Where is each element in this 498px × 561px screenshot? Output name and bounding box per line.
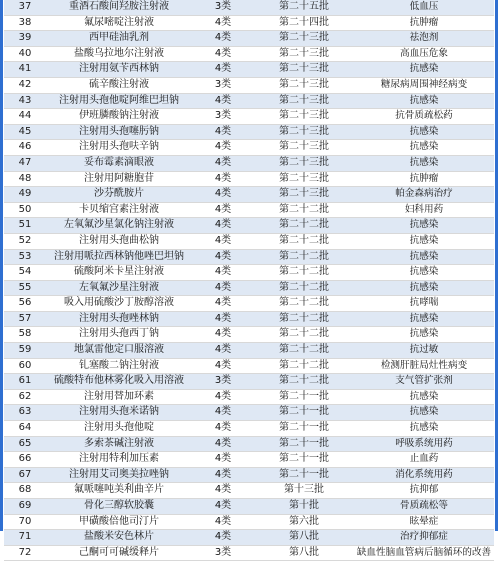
- table-row: [4, 62, 494, 78]
- drug-table: [4, 0, 494, 561]
- drug-class-cell: 4类: [192, 280, 254, 296]
- table-row: [4, 140, 494, 156]
- procurement-batch-cell: 第六批: [254, 514, 354, 530]
- drug-class-cell: 3类: [192, 0, 254, 15]
- row-number-cell: 71: [4, 530, 46, 546]
- procurement-batch-cell: 第二十一批: [254, 389, 354, 405]
- drug-class-cell: 4类: [192, 327, 254, 343]
- indication-cell: 抗感染: [354, 140, 494, 156]
- drug-class-cell: 4类: [192, 155, 254, 171]
- drug-name-cell: 注射用哌拉西林钠他唑巴坦钠: [46, 249, 192, 265]
- indication-cell: 消化系统用药: [354, 467, 494, 483]
- indication-cell: 抗抑郁: [354, 483, 494, 499]
- row-number-cell: 55: [4, 280, 46, 296]
- table-row: [4, 265, 494, 281]
- drug-class-cell: 4类: [192, 358, 254, 374]
- table-row: [4, 249, 494, 265]
- table-row: [4, 233, 494, 249]
- row-number-cell: 69: [4, 499, 46, 515]
- table-row: [4, 296, 494, 312]
- procurement-batch-cell: 第二十四批: [254, 15, 354, 31]
- drug-class-cell: 4类: [192, 405, 254, 421]
- drug-class-cell: 4类: [192, 93, 254, 109]
- row-number-cell: 38: [4, 15, 46, 31]
- procurement-batch-cell: 第八批: [254, 545, 354, 561]
- row-number-cell: 68: [4, 483, 46, 499]
- table-row: [4, 311, 494, 327]
- drug-class-cell: 4类: [192, 499, 254, 515]
- drug-name-cell: 注射用头孢呋辛钠: [46, 140, 192, 156]
- table-row: [4, 483, 494, 499]
- drug-class-cell: 4类: [192, 171, 254, 187]
- row-number-cell: 56: [4, 296, 46, 312]
- procurement-batch-cell: 第二十一批: [254, 436, 354, 452]
- row-number-cell: 57: [4, 311, 46, 327]
- procurement-batch-cell: 第二十三批: [254, 46, 354, 62]
- row-number-cell: 46: [4, 140, 46, 156]
- drug-class-cell: 4类: [192, 15, 254, 31]
- drug-class-cell: 4类: [192, 452, 254, 468]
- drug-class-cell: 4类: [192, 31, 254, 47]
- drug-name-cell: 注射用头孢他啶: [46, 421, 192, 437]
- drug-class-cell: 4类: [192, 218, 254, 234]
- indication-cell: 治疗抑郁症: [354, 530, 494, 546]
- drug-name-cell: 西甲硅油乳剂: [46, 31, 192, 47]
- row-number-cell: 39: [4, 31, 46, 47]
- indication-cell: 抗感染: [354, 421, 494, 437]
- drug-class-cell: 3类: [192, 545, 254, 561]
- drug-name-cell: 盐酸米安色林片: [46, 530, 192, 546]
- row-number-cell: 51: [4, 218, 46, 234]
- table-row: [4, 155, 494, 171]
- procurement-batch-cell: 第二十三批: [254, 62, 354, 78]
- procurement-batch-cell: 第二十三批: [254, 155, 354, 171]
- procurement-batch-cell: 第十三批: [254, 483, 354, 499]
- drug-name-cell: 注射用头孢西丁钠: [46, 327, 192, 343]
- procurement-batch-cell: 第二十五批: [254, 0, 354, 15]
- drug-name-cell: 沙芬酰胺片: [46, 187, 192, 203]
- drug-name-cell: 氟哌噻吨美利曲辛片: [46, 483, 192, 499]
- procurement-batch-cell: 第二十二批: [254, 202, 354, 218]
- procurement-batch-cell: 第二十二批: [254, 296, 354, 312]
- indication-cell: 抗感染: [354, 265, 494, 281]
- drug-class-cell: 3类: [192, 77, 254, 93]
- indication-cell: 抗肿瘤: [354, 15, 494, 31]
- drug-name-cell: 多索茶碱注射液: [46, 436, 192, 452]
- drug-name-cell: 注射用头孢噻肟钠: [46, 124, 192, 140]
- drug-class-cell: 4类: [192, 187, 254, 203]
- procurement-batch-cell: 第二十二批: [254, 233, 354, 249]
- procurement-batch-cell: 第十批: [254, 499, 354, 515]
- drug-class-cell: 4类: [192, 296, 254, 312]
- procurement-batch-cell: 第二十二批: [254, 265, 354, 281]
- drug-name-cell: 骨化三醇软胶囊: [46, 499, 192, 515]
- indication-cell: 抗感染: [354, 124, 494, 140]
- procurement-batch-cell: 第二十三批: [254, 187, 354, 203]
- drug-name-cell: 注射用特利加压素: [46, 452, 192, 468]
- row-number-cell: 61: [4, 374, 46, 390]
- table-row: [4, 187, 494, 203]
- indication-cell: 抗感染: [354, 405, 494, 421]
- drug-name-cell: 左氧氟沙星氯化钠注射液: [46, 218, 192, 234]
- drug-name-cell: 注射用头孢唑林钠: [46, 311, 192, 327]
- row-number-cell: 45: [4, 124, 46, 140]
- row-number-cell: 37: [4, 0, 46, 15]
- table-row: [4, 452, 494, 468]
- indication-cell: 抗骨质疏松药: [354, 109, 494, 125]
- table-row: [4, 545, 494, 561]
- row-number-cell: 49: [4, 187, 46, 203]
- table-row: [4, 93, 494, 109]
- table-row: [4, 327, 494, 343]
- procurement-batch-cell: 第二十二批: [254, 343, 354, 359]
- row-number-cell: 70: [4, 514, 46, 530]
- indication-cell: 眩晕症: [354, 514, 494, 530]
- row-number-cell: 41: [4, 62, 46, 78]
- indication-cell: 低血压: [354, 0, 494, 15]
- procurement-batch-cell: 第二十三批: [254, 77, 354, 93]
- row-number-cell: 67: [4, 467, 46, 483]
- drug-class-cell: 4类: [192, 436, 254, 452]
- procurement-batch-cell: 第二十三批: [254, 93, 354, 109]
- table-row: [4, 202, 494, 218]
- indication-cell: 抗感染: [354, 233, 494, 249]
- indication-cell: 妇科用药: [354, 202, 494, 218]
- drug-name-cell: 注射用氨苄西林钠: [46, 62, 192, 78]
- indication-cell: 呼吸系统用药: [354, 436, 494, 452]
- procurement-batch-cell: 第二十三批: [254, 109, 354, 125]
- drug-class-cell: 4类: [192, 311, 254, 327]
- indication-cell: 抗过敏: [354, 343, 494, 359]
- row-number-cell: 40: [4, 46, 46, 62]
- row-number-cell: 52: [4, 233, 46, 249]
- table-row: [4, 358, 494, 374]
- indication-cell: 骨质疏松等: [354, 499, 494, 515]
- drug-name-cell: 注射用头孢曲松钠: [46, 233, 192, 249]
- indication-cell: 抗感染: [354, 327, 494, 343]
- table-row: [4, 343, 494, 359]
- procurement-batch-cell: 第二十一批: [254, 421, 354, 437]
- drug-class-cell: 4类: [192, 233, 254, 249]
- indication-cell: 抗感染: [354, 218, 494, 234]
- procurement-batch-cell: 第二十二批: [254, 218, 354, 234]
- procurement-batch-cell: 第二十一批: [254, 452, 354, 468]
- drug-name-cell: 硫辛酸注射液: [46, 77, 192, 93]
- procurement-batch-cell: 第二十二批: [254, 374, 354, 390]
- drug-name-cell: 钆塞酸二钠注射液: [46, 358, 192, 374]
- drug-class-cell: 4类: [192, 62, 254, 78]
- row-number-cell: 60: [4, 358, 46, 374]
- row-number-cell: 64: [4, 421, 46, 437]
- drug-name-cell: 硫酸阿米卡星注射液: [46, 265, 192, 281]
- row-number-cell: 65: [4, 436, 46, 452]
- drug-class-cell: 3类: [192, 109, 254, 125]
- drug-class-cell: 4类: [192, 421, 254, 437]
- indication-cell: 抗哮喘: [354, 296, 494, 312]
- table-row: [4, 436, 494, 452]
- drug-name-cell: 注射用阿糖胞苷: [46, 171, 192, 187]
- drug-class-cell: 4类: [192, 249, 254, 265]
- procurement-batch-cell: 第二十三批: [254, 31, 354, 47]
- row-number-cell: 50: [4, 202, 46, 218]
- row-number-cell: 44: [4, 109, 46, 125]
- indication-cell: 抗感染: [354, 93, 494, 109]
- procurement-batch-cell: 第八批: [254, 530, 354, 546]
- drug-class-cell: 4类: [192, 202, 254, 218]
- indication-cell: 抗感染: [354, 155, 494, 171]
- drug-class-cell: 4类: [192, 467, 254, 483]
- drug-name-cell: 注射用替加环素: [46, 389, 192, 405]
- drug-class-cell: 4类: [192, 46, 254, 62]
- procurement-batch-cell: 第二十二批: [254, 249, 354, 265]
- procurement-batch-cell: 第二十一批: [254, 467, 354, 483]
- drug-name-cell: 左氧氟沙星注射液: [46, 280, 192, 296]
- indication-cell: 止血药: [354, 452, 494, 468]
- drug-name-cell: 注射用头孢他啶阿维巴坦钠: [46, 93, 192, 109]
- table-row: [4, 389, 494, 405]
- drug-name-cell: 妥布霉素滴眼液: [46, 155, 192, 171]
- table-row: [4, 124, 494, 140]
- table-row: [4, 280, 494, 296]
- row-number-cell: 42: [4, 77, 46, 93]
- indication-cell: 糖尿病周围神经病变: [354, 77, 494, 93]
- drug-class-cell: 4类: [192, 483, 254, 499]
- procurement-batch-cell: 第二十二批: [254, 358, 354, 374]
- drug-class-cell: 4类: [192, 124, 254, 140]
- procurement-batch-cell: 第二十二批: [254, 327, 354, 343]
- left-border: [0, 0, 3, 531]
- table-row: [4, 467, 494, 483]
- drug-class-cell: 4类: [192, 343, 254, 359]
- table-row: [4, 374, 494, 390]
- drug-table-body: [4, 0, 494, 561]
- drug-class-cell: 4类: [192, 265, 254, 281]
- drug-name-cell: 重酒石酸间羟胺注射液: [46, 0, 192, 15]
- row-number-cell: 63: [4, 405, 46, 421]
- drug-class-cell: 4类: [192, 389, 254, 405]
- row-number-cell: 59: [4, 343, 46, 359]
- row-number-cell: 43: [4, 93, 46, 109]
- indication-cell: 抗感染: [354, 389, 494, 405]
- row-number-cell: 54: [4, 265, 46, 281]
- indication-cell: 抗感染: [354, 62, 494, 78]
- drug-name-cell: 地氯雷他定口服溶液: [46, 343, 192, 359]
- table-row: [4, 15, 494, 31]
- table-row: [4, 109, 494, 125]
- table-row: [4, 499, 494, 515]
- drug-class-cell: 4类: [192, 514, 254, 530]
- drug-name-cell: 氟尿嘧啶注射液: [46, 15, 192, 31]
- row-number-cell: 66: [4, 452, 46, 468]
- drug-class-cell: 4类: [192, 530, 254, 546]
- row-number-cell: 53: [4, 249, 46, 265]
- row-number-cell: 48: [4, 171, 46, 187]
- row-number-cell: 47: [4, 155, 46, 171]
- indication-cell: 支气管扩张剂: [354, 374, 494, 390]
- drug-name-cell: 注射用头孢米诺钠: [46, 405, 192, 421]
- table-row: [4, 171, 494, 187]
- indication-cell: 抗感染: [354, 249, 494, 265]
- procurement-batch-cell: 第二十一批: [254, 405, 354, 421]
- table-row: [4, 514, 494, 530]
- row-number-cell: 58: [4, 327, 46, 343]
- drug-name-cell: 硫酸特布他林雾化吸入用溶液: [46, 374, 192, 390]
- indication-cell: 缺血性脑血管病后脑循环的改善: [354, 545, 494, 561]
- procurement-batch-cell: 第二十二批: [254, 311, 354, 327]
- drug-class-cell: 4类: [192, 140, 254, 156]
- indication-cell: 高血压危象: [354, 46, 494, 62]
- indication-cell: 祛泡剂: [354, 31, 494, 47]
- indication-cell: 检测肝脏局灶性病变: [354, 358, 494, 374]
- indication-cell: 帕金森病治疗: [354, 187, 494, 203]
- drug-name-cell: 甲磺酸倍他司汀片: [46, 514, 192, 530]
- table-row: [4, 218, 494, 234]
- row-number-cell: 72: [4, 545, 46, 561]
- table-row: [4, 405, 494, 421]
- table-row: [4, 31, 494, 47]
- drug-name-cell: 注射用艾司奥美拉唑钠: [46, 467, 192, 483]
- table-row: [4, 530, 494, 546]
- drug-name-cell: 己酮可可碱缓释片: [46, 545, 192, 561]
- drug-class-cell: 3类: [192, 374, 254, 390]
- procurement-batch-cell: 第二十三批: [254, 171, 354, 187]
- procurement-batch-cell: 第二十三批: [254, 140, 354, 156]
- table-row: [4, 421, 494, 437]
- table-row: [4, 0, 494, 15]
- procurement-batch-cell: 第二十三批: [254, 124, 354, 140]
- table-row: [4, 46, 494, 62]
- drug-name-cell: 伊班膦酸钠注射液: [46, 109, 192, 125]
- indication-cell: 抗肿瘤: [354, 171, 494, 187]
- indication-cell: 抗感染: [354, 311, 494, 327]
- procurement-batch-cell: 第二十二批: [254, 280, 354, 296]
- row-number-cell: 62: [4, 389, 46, 405]
- drug-name-cell: 卡贝缩宫素注射液: [46, 202, 192, 218]
- drug-name-cell: 吸入用硫酸沙丁胺醇溶液: [46, 296, 192, 312]
- drug-name-cell: 盐酸乌拉地尔注射液: [46, 46, 192, 62]
- indication-cell: 抗感染: [354, 280, 494, 296]
- table-row: [4, 77, 494, 93]
